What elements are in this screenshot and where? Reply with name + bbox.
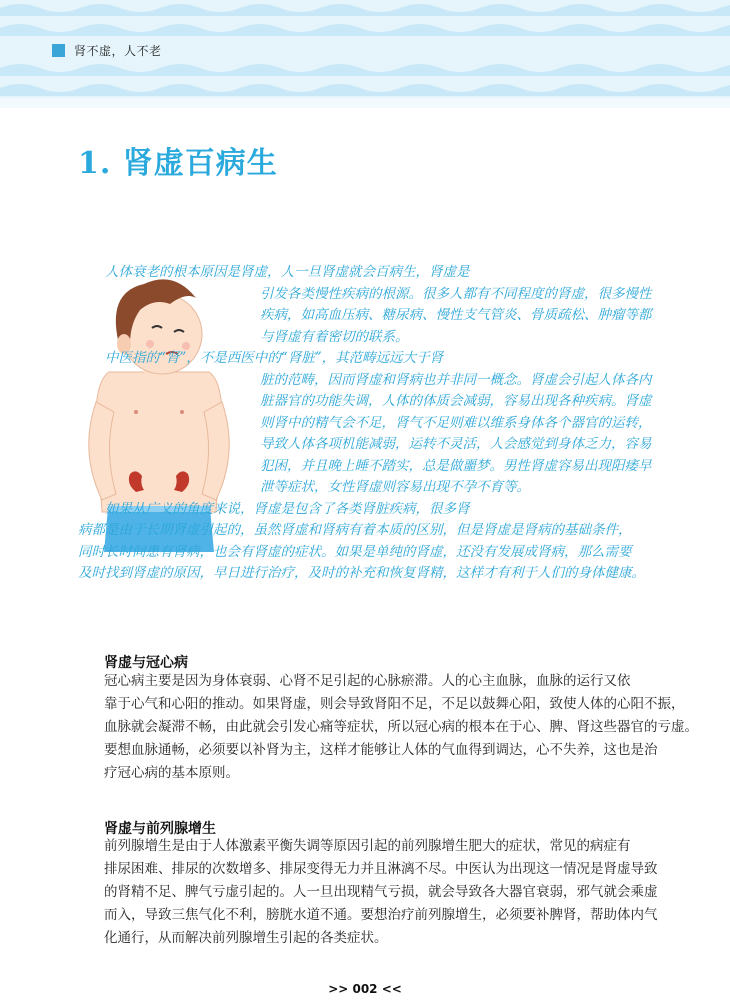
body-line: 前列腺增生是由于人体激素平衡失调等原因引起的前列腺增生肥大的症状，常见的病症有 xyxy=(104,838,631,854)
body-line: 血脉就会凝滞不畅，由此就会引发心痛等症状，所以冠心病的根本在于心、脾、肾这些器官的亏虚。 xyxy=(104,719,698,735)
section-title-prostate: 肾虚与前列腺增生 xyxy=(104,821,216,837)
intro-line: 病都是由于长期肾虚引起的，虽然肾虚和肾病有着本质的区别，但是肾虚是肾病的基础条件， xyxy=(78,522,632,538)
intro-line: 人体衰老的根本原因是肾虚，人一旦肾虚就会百病生，肾虚是 xyxy=(105,264,470,280)
body-line: 疗冠心病的基本原则。 xyxy=(104,765,239,781)
intro-line: 疾病，如高血压病、糖尿病、慢性支气管炎、骨质疏松、肿瘤等都 xyxy=(260,307,652,323)
intro-line: 及时找到肾虚的原因，早日进行治疗，及时的补充和恢复肾精，这样才有利于人们的身体健康。 xyxy=(78,565,645,581)
intro-passage xyxy=(78,262,652,585)
body-line: 的肾精不足、脾气亏虚引起的。人一旦出现精气亏损，就会导致各大器官衰弱，邪气就会乘虚 xyxy=(104,884,658,900)
body-line: 排尿困难、排尿的次数增多、排尿变得无力并且淋漓不尽。中医认为出现这一情况是肾虚导致 xyxy=(104,861,658,877)
body-line: 冠心病主要是因为身体衰弱、心肾不足引起的心脉瘀滞。人的心主血脉，血脉的运行又依 xyxy=(104,673,631,689)
intro-line: 同时长时间患有肾病，也会有肾虚的症状。如果是单纯的肾虚，还没有发展成肾病，那么需要 xyxy=(78,543,632,560)
header-tag-square xyxy=(52,44,65,57)
chapter-title: 1. 肾虚百病生 xyxy=(78,146,278,181)
intro-line: 犯困，并且晚上睡不踏实，总是做噩梦。男性肾虚容易出现阳痿早 xyxy=(260,457,652,474)
section-body-prostate xyxy=(104,835,658,950)
section-body-heart-disease xyxy=(104,670,698,785)
intro-line: 脏器官的功能失调，人体的体质会减弱，容易出现各种疾病。肾虚 xyxy=(260,393,652,409)
intro-line: 导致人体各项机能减弱，运转不灵活，人会感觉到身体乏力，容易 xyxy=(260,436,652,452)
running-header: 肾不虚，人不老 xyxy=(74,44,162,58)
body-line: 化通行，从而解决前列腺增生引起的各类症状。 xyxy=(104,930,388,946)
intro-line: 则肾中的精气会不足，肾气不足则难以维系身体各个器官的运转， xyxy=(260,414,652,431)
intro-line: 泄等症状，女性肾虚则容易出现不孕不育等。 xyxy=(260,479,530,495)
intro-line: 中医指的“肾”，不是西医中的“肾脏”，其范畴远远大于肾 xyxy=(105,350,444,366)
intro-line: 如果从广义的角度来说，肾虚是包含了各类肾脏疾病，很多肾 xyxy=(105,500,470,517)
body-line: 靠于心气和心阳的推动。如果肾虚，则会导致肾阳不足，不足以鼓舞心阳，致使人体的心阳不振， xyxy=(104,696,685,712)
section-title-heart-disease: 肾虚与冠心病 xyxy=(104,655,188,671)
intro-line: 脏的范畴，因而肾虚和肾病也并非同一概念。肾虚会引起人体各内 xyxy=(260,371,652,388)
intro-line: 引发各类慢性疾病的根源。很多人都有不同程度的肾虚，很多慢性 xyxy=(260,285,652,302)
intro-line: 与肾虚有着密切的联系。 xyxy=(260,328,409,345)
body-line: 要想血脉通畅，必须要以补肾为主，这样才能够让人体的气血得到调达，心不失养，这也是治 xyxy=(104,742,658,758)
body-line: 而入，导致三焦气化不利，膀胱水道不通。要想治疗前列腺增生，必须要补脾肾，帮助体内气 xyxy=(104,907,658,923)
page-number: >> 002 << xyxy=(328,982,402,996)
